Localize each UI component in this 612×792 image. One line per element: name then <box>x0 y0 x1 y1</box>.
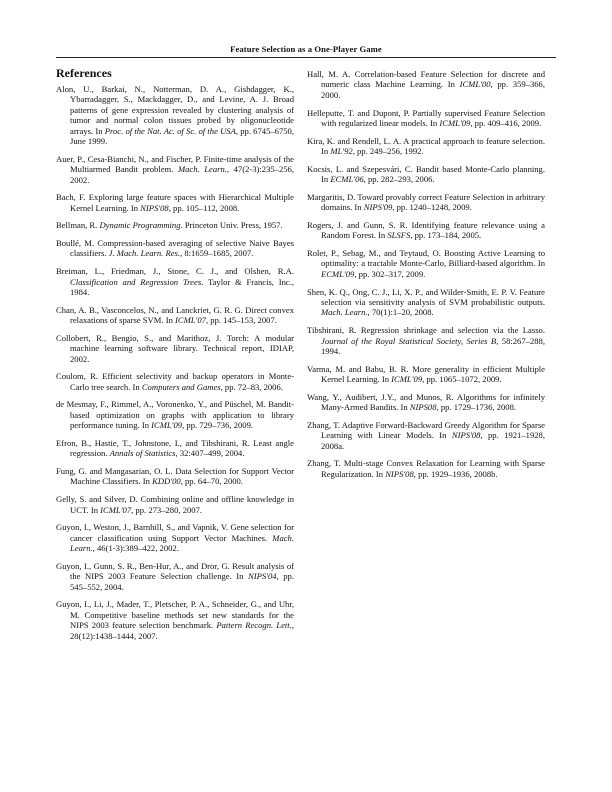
reference-pre: Guyon, I., Weston, J., Barnhill, S., and Vapnik, V. Gene selection for cancer classification using Support Vector Machines. <box>56 522 294 543</box>
reference-pre: Collobert, R., Bengio, S., and Marithoz, J. Torch: A modular machine learning software library. Technical report, IDIAP, 2002. <box>56 332 294 364</box>
reference-venue: SLSFS <box>387 230 411 241</box>
reference-pre: Bach, F. Exploring large feature spaces with Hierarchical Multiple Kernel Learning. In <box>56 192 294 213</box>
reference-entry <box>307 325 545 356</box>
reference-venue: NIPS'09 <box>363 202 393 213</box>
reference-pre: Guyon, I., Gunn, S. R., Ben-Hur, A., and Dror, G. Result analysis of the NIPS 2003 Feature Selection challenge. In <box>56 560 294 582</box>
reference-entry <box>307 364 545 385</box>
reference-venue: ECML'06 <box>330 174 364 185</box>
reference-venue: ICML'07 <box>100 504 132 515</box>
reference-entry <box>56 494 294 515</box>
reference-venue: Dynamic Programming <box>99 220 181 231</box>
reference-post: , pp. 6745–6750, June 1999. <box>70 125 294 147</box>
reference-pre: Tibshirani, R. Regression shrinkage and selection via the Lasso. <box>307 325 545 336</box>
reference-post: , 8:1659–1685, 2007. <box>180 248 254 259</box>
reference-entry <box>56 305 294 326</box>
running-header: Feature Selection as a One-Player Game <box>230 44 382 54</box>
references-right-column <box>307 69 545 486</box>
reference-entry <box>307 192 545 213</box>
reference-entry <box>307 136 545 157</box>
reference-entry <box>56 192 294 213</box>
reference-post: , pp. 72–83, 2006. <box>220 381 283 392</box>
reference-venue: NIPS'04 <box>247 571 277 582</box>
reference-post: , pp. 359–366, 2000. <box>321 79 545 100</box>
header-rule <box>56 57 556 58</box>
reference-post: , 28(12):1438–1444, 2007. <box>70 620 294 641</box>
reference-venue: Classification and Regression Trees <box>70 276 202 287</box>
reference-venue: KDD'00 <box>152 476 181 487</box>
reference-pre: Efron, B., Hastie, T., Johnstone, I., and Tibshirani, R. Least angle regression. <box>56 437 294 459</box>
reference-pre: Fung, G. and Mangasarian, O. L. Data Selection for Support Vector Machine Classifiers. In <box>56 466 294 487</box>
reference-entry <box>56 399 294 430</box>
reference-post: , pp. 273–280, 2007. <box>131 504 203 515</box>
reference-entry <box>307 458 545 479</box>
reference-entry <box>56 599 294 641</box>
reference-pre: Rolet, P., Sebag, M., and Teytaud, O. Boosting Active Learning to optimality: a tractable Monte-Carlo, Billiard-based algorithm. In <box>307 248 545 269</box>
reference-pre: Auer, P., Cesa-Bianchi, N., and Fischer, P. Finite-time analysis of the Multiarmed Bandit problem. <box>56 153 294 175</box>
reference-post: , pp. 64–70, 2000. <box>180 476 243 487</box>
reference-post: , pp. 282–293, 2006. <box>363 174 435 185</box>
reference-entry <box>307 108 545 129</box>
reference-venue: ECML'09 <box>321 268 355 279</box>
reference-pre: Alon, U., Barkai, N., Notterman, D. A., Gishdagger, K., Ybarradagger, S., Mackdagger, D., and Levine, A. J. Broad patterns of gene expression revealed by clustering analysis of tumor and normal colon tissues probed by oligonucleotide arrays. In <box>56 84 294 136</box>
reference-venue: ICML'09 <box>151 420 183 431</box>
reference-post: , 32:407–499, 2004. <box>175 448 245 459</box>
reference-post: , pp. 249–256, 1992. <box>352 146 424 157</box>
reference-post: , 58:267–288, 1994. <box>321 335 545 356</box>
reference-entry <box>307 69 545 100</box>
reference-pre: Kira, K. and Rendell, L. A. A practical approach to feature selection. In <box>307 135 545 157</box>
reference-post: , pp. 145–153, 2007. <box>205 315 277 326</box>
reference-venue: NIPS08 <box>409 402 437 413</box>
reference-post: , pp. 1929–1936, 2008b. <box>413 468 498 479</box>
reference-pre: Varma, M. and Babu, B. R. More generality in efficient Multiple Kernel Learning. In <box>307 363 545 385</box>
reference-post: . Taylor & Francis, Inc., 1984. <box>70 276 295 297</box>
reference-venue: NIPS'08 <box>451 430 481 441</box>
reference-entry <box>307 220 545 241</box>
reference-pre: Chan, A. B., Vasconcelos, N., and Lanckriet, G. R. G. Direct convex relaxations of sparse SVM. In <box>56 304 294 326</box>
reference-pre: Hall, M. A. Correlation-based Feature Selection for discrete and numeric class Machine Learning. In <box>307 69 545 90</box>
reference-entry <box>56 371 294 392</box>
reference-pre: Gelly, S. and Silver, D. Combining online and offline knowledge in UCT. In <box>56 494 294 515</box>
reference-entry <box>56 438 294 459</box>
reference-pre: Rogers, J. and Gunn, S. R. Identifying feature relevance using a Random Forest. In <box>307 219 545 241</box>
reference-entry <box>56 154 294 185</box>
reference-post: , pp. 545–552, 2004. <box>70 571 294 592</box>
reference-venue: NIPS'08 <box>140 202 169 213</box>
reference-post: , 47(2-3):235–256, 2002. <box>70 164 294 185</box>
reference-pre: Wang, Y., Audibert, J.Y., and Munos, R. Algorithms for infinitely Many-Armed Bandits. In <box>307 391 545 413</box>
reference-post: , pp. 1240–1248, 2009. <box>392 202 472 213</box>
reference-pre: Margaritis, D. Toward provably correct Feature Selection in arbitrary domains. In <box>307 191 545 213</box>
reference-pre: de Mesmay, F., Rimmel, A., Voronenko, Y., and Püschel, M. Bandit-based optimization on graphs with application to library performance tuning. In <box>56 399 294 431</box>
reference-venue: NIPS'08 <box>385 468 414 479</box>
reference-post: , pp. 729–736, 2009. <box>182 420 254 431</box>
reference-venue: Annals of Statistics <box>109 448 176 459</box>
reference-post: , pp. 409–416, 2009. <box>470 117 542 128</box>
reference-pre: Zhang, T. Adaptive Forward-Backward Greedy Algorithm for Sparse Learning with Linear Models. In <box>307 419 545 441</box>
reference-post: , pp. 1921–1928, 2008a. <box>321 430 545 451</box>
reference-entry <box>56 266 294 297</box>
reference-pre: Helleputte, T. and Dupont, P. Partially supervised Feature Selection with regularized linear models. In <box>307 107 545 128</box>
reference-entry <box>307 164 545 185</box>
reference-post: , pp. 1729–1736, 2008. <box>436 402 517 413</box>
references-heading: References <box>56 66 112 80</box>
reference-post: , pp. 302–317, 2009. <box>354 268 426 279</box>
reference-post: . Princeton Univ. Press, 1957. <box>180 220 283 231</box>
reference-pre: Guyon, I., Li, J., Mader, T., Pletscher, P. A., Schneider, G., and Uhr, M. Competitive baseline methods set new standards for the NIPS 2003 feature selection benchmark. <box>56 599 294 631</box>
reference-entry <box>307 248 545 279</box>
reference-entry <box>56 522 294 553</box>
reference-entry <box>56 238 294 259</box>
reference-venue: Pattern Recogn. Lett. <box>216 620 292 631</box>
reference-entry <box>307 392 545 413</box>
reference-venue: ML'92 <box>330 146 353 157</box>
reference-venue: Proc. of the Nat. Ac. of Sc. of the USA <box>104 125 236 136</box>
reference-post: , 46(1-3):389–422, 2002. <box>92 543 179 554</box>
reference-post: , 70(1):1–20, 2008. <box>367 307 434 318</box>
reference-entry <box>56 333 294 364</box>
reference-venue: Mach. Learn. <box>177 164 227 175</box>
reference-pre: Coulom, R. Efficient selectivity and backup operators in Monte-Carlo tree search. In <box>56 371 294 392</box>
reference-venue: J. Mach. Learn. Res. <box>108 248 181 259</box>
reference-venue: Mach. Learn. <box>70 532 294 554</box>
reference-pre: Boullé, M. Compression-based averaging of selective Naive Bayes classifiers. <box>56 238 294 259</box>
references-left-column <box>56 84 294 648</box>
reference-pre: Kocsis, L. and Szepesvári, C. Bandit based Monte-Carlo planning. In <box>307 163 545 185</box>
reference-entry <box>307 287 545 318</box>
reference-venue: Journal of the Royal Statistical Society, Series B <box>321 335 497 346</box>
reference-venue: ICML'07 <box>175 315 206 326</box>
reference-post: , pp. 173–184, 2005. <box>410 230 482 241</box>
reference-venue: Mach. Learn. <box>321 307 368 318</box>
reference-entry <box>56 220 294 230</box>
reference-pre: Zhang, T. Multi-stage Convex Relaxation for Learning with Sparse Regularization. In <box>307 458 545 479</box>
reference-entry <box>56 84 294 146</box>
reference-pre: Shen, K. Q., Ong, C. J., Li, X. P., and Wilder-Smith, E. P. V. Feature selection via sensitivity analysis of SVM probabilistic outputs. <box>307 286 545 307</box>
reference-entry <box>56 466 294 487</box>
reference-entry <box>307 420 545 451</box>
reference-venue: Computers and Games <box>141 381 221 392</box>
reference-entry <box>56 561 294 592</box>
reference-post: , pp. 1065–1072, 2009. <box>422 374 502 385</box>
reference-venue: ICML'09 <box>391 374 423 385</box>
reference-venue: ICML'09 <box>439 117 471 128</box>
reference-pre: Breiman, L., Friedman, J., Stone, C. J., and Olshen, R.A. <box>56 266 294 277</box>
reference-pre: Bellman, R. <box>56 220 100 231</box>
reference-post: , pp. 105–112, 2008. <box>168 202 240 213</box>
reference-venue: ICML'00 <box>459 79 491 90</box>
